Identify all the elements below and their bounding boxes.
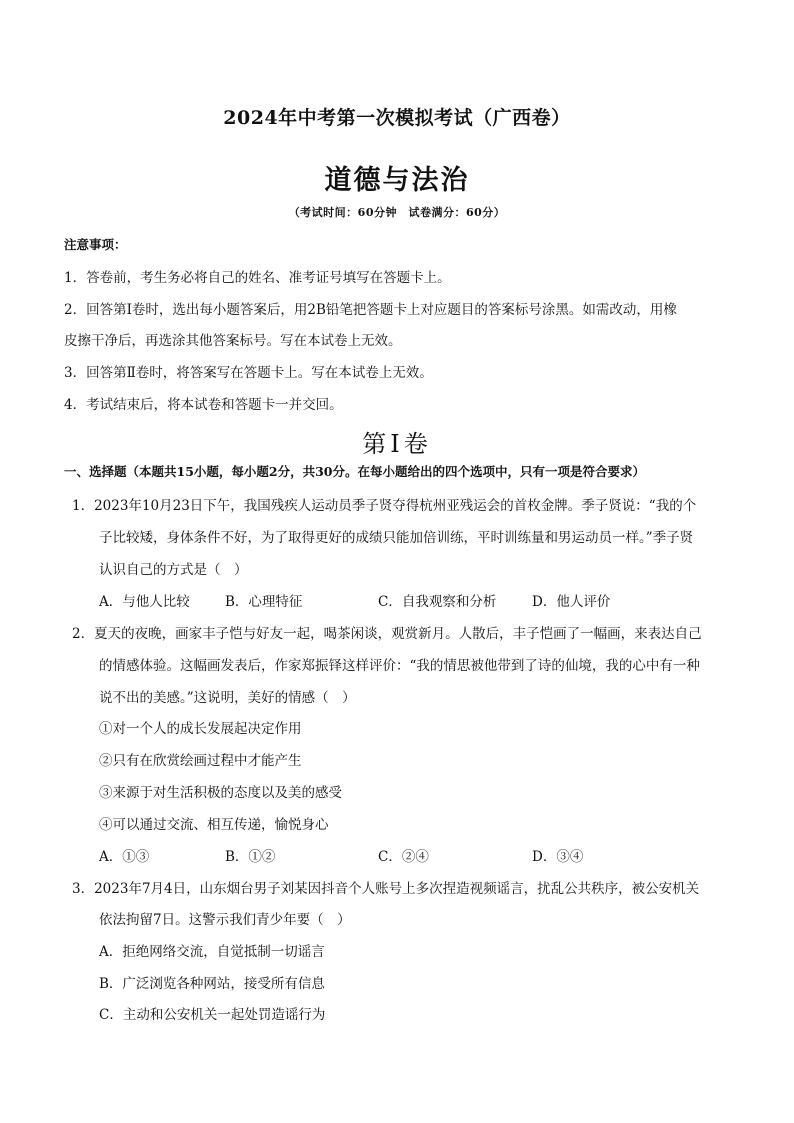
question-3-option-a: A．拒绝网络交流，自觉抵制一切谣言 xyxy=(99,944,325,960)
question-1-line: 1．2023年10月23日下午，我国残疾人运动员季子贤夺得杭州亚残运会的首枚金牌。季子贤说：“我的个 xyxy=(72,498,697,514)
question-3-line: 3．2023年7月4日，山东烟台男子刘某因抖音个人账号上多次捏造视频谣言，扰乱公共秩序，被公安机关 xyxy=(72,881,700,897)
question-2-statement: ③来源于对生活积极的态度以及美的感受 xyxy=(99,785,342,801)
question-2-line: 说不出的美感。”这说明，美好的情感（ ） xyxy=(99,690,356,706)
exam-info: （考试时间：60分钟 试卷满分：60分） xyxy=(288,206,506,219)
question-2-option-a: A．①③ xyxy=(99,849,150,865)
question-1-option-b: B．心理特征 xyxy=(225,594,303,610)
note-item: 1．答卷前，考生务必将自己的姓名、准考证号填写在答题卡上。 xyxy=(64,270,451,286)
question-1-line: 子比较矮，身体条件不好，为了取得更好的成绩只能加倍训练，平时训练量和男运动员一样。”季子贤 xyxy=(99,530,694,546)
question-2-statement: ②只有在欣赏绘画过程中才能产生 xyxy=(99,753,302,769)
question-1-option-d: D．他人评价 xyxy=(532,594,611,610)
part-heading: 第Ⅰ卷 xyxy=(362,430,432,458)
question-1-option-c: C．自我观察和分析 xyxy=(378,594,497,610)
subject-title: 道德与法治 xyxy=(324,165,470,196)
question-2-option-c: C．②④ xyxy=(378,849,429,865)
note-item: 2．回答第Ⅰ卷时，选出每小题答案后，用2B铅笔把答题卡上对应题目的答案标号涂黑。如需改动，用橡 xyxy=(64,302,677,318)
question-3-option-b: B．广泛浏览各种网站，接受所有信息 xyxy=(99,976,325,992)
question-2-option-b: B．①② xyxy=(225,849,276,865)
exam-title: 2024年中考第一次模拟考试（广西卷） xyxy=(223,107,571,129)
question-2-option-d: D．③④ xyxy=(532,849,584,865)
note-item: 皮擦干净后，再选涂其他答案标号。写在本试卷上无效。 xyxy=(64,333,402,349)
question-2-statement: ①对一个人的成长发展起决定作用 xyxy=(99,721,302,737)
question-3-line: 依法拘留7日。这警示我们青少年要（ ） xyxy=(99,912,351,928)
question-1-option-a: A．与他人比较 xyxy=(99,594,190,610)
question-2-line: 的情感体验。这幅画发表后，作家郑振铎这样评价：“我的情思被他带到了诗的仙境，我的心中有一种 xyxy=(99,658,700,674)
note-item: 3．回答第Ⅱ卷时，将答案写在答题卡上。写在本试卷上无效。 xyxy=(64,365,433,381)
section-heading: 一、选择题（本题共15小题，每小题2分，共30分。在每小题给出的四个选项中，只有一项是符合要求） xyxy=(64,464,645,479)
question-3-option-c: C．主动和公安机关一起处罚造谣行为 xyxy=(99,1007,326,1023)
notes-heading: 注意事项： xyxy=(64,237,127,252)
note-item: 4．考试结束后，将本试卷和答题卡一并交回。 xyxy=(64,397,343,413)
question-2-statement: ④可以通过交流、相互传递，愉悦身心 xyxy=(99,817,329,833)
question-1-line: 认识自己的方式是（ ） xyxy=(99,562,248,578)
question-2-line: 2．夏天的夜晚，画家丰子恺与好友一起，喝茶闲谈，观赏新月。人散后，丰子恺画了一幅画，来表达自己 xyxy=(72,626,702,642)
